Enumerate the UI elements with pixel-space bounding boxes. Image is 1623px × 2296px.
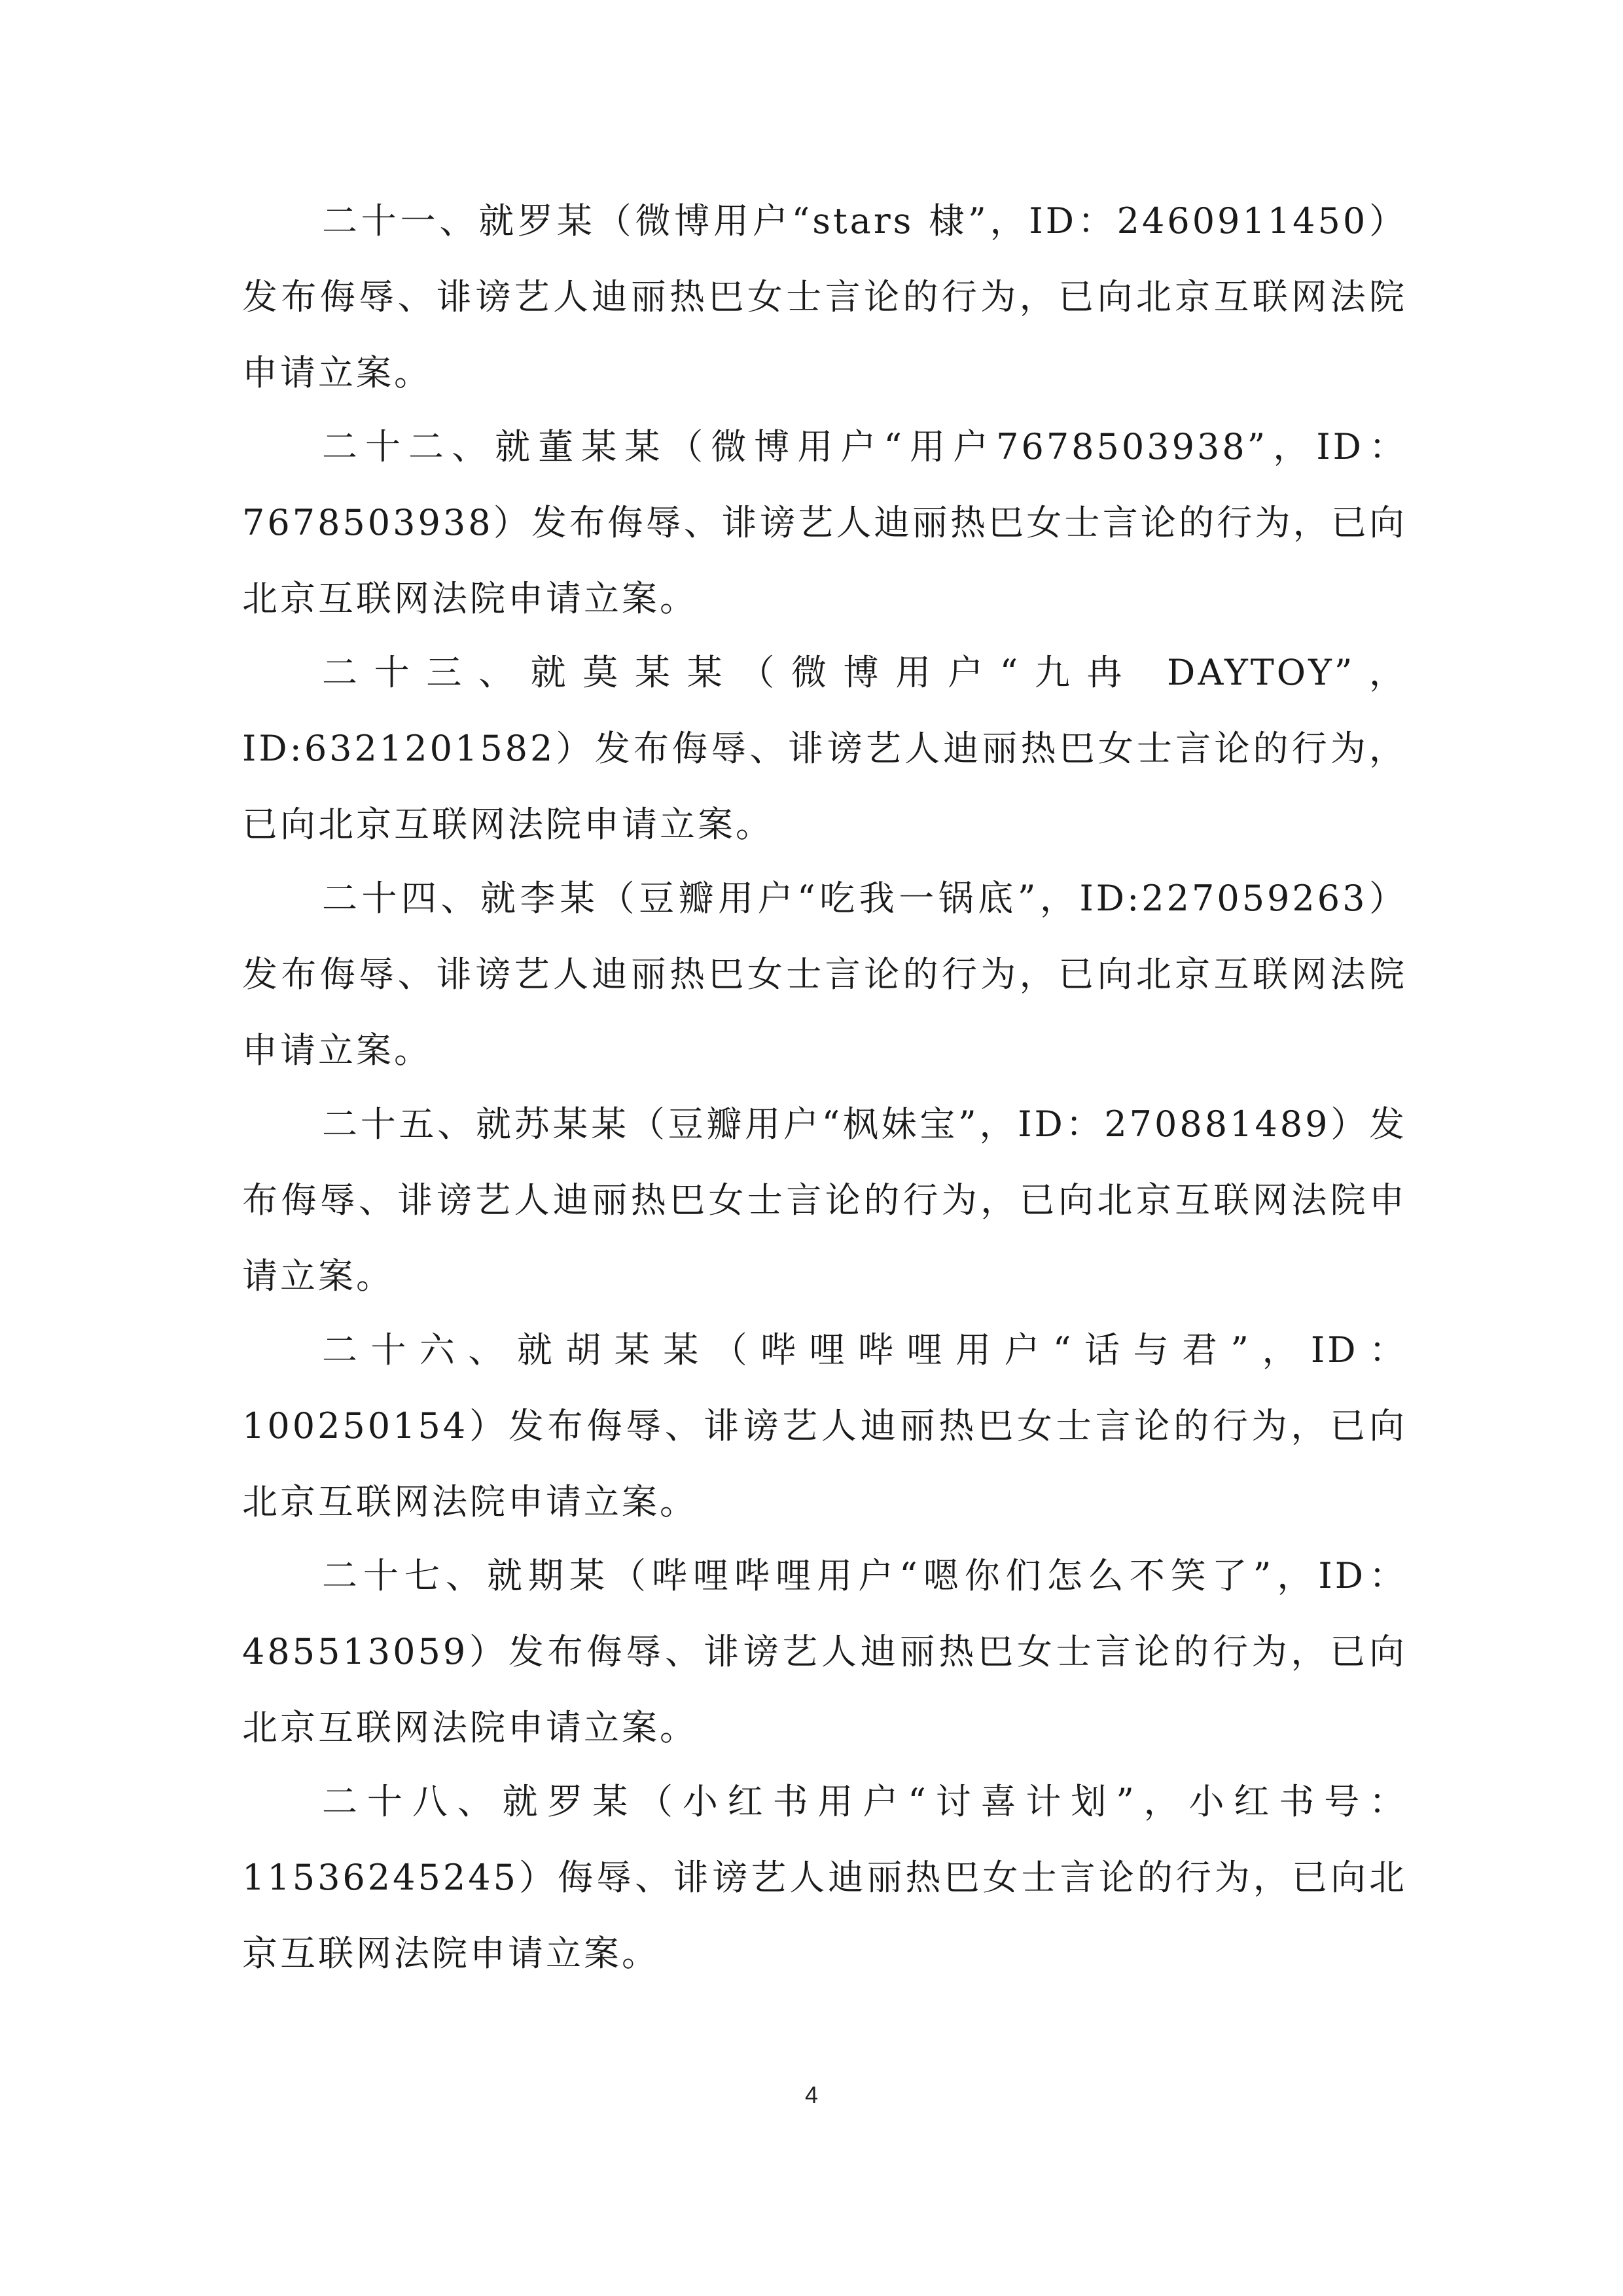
page-number: 4 [804,2081,819,2108]
paragraph-24: 二十四、就李某（豆瓣用户“吃我一锅底”，ID:227059263）发布侮辱、诽谤艺人迪丽热巴女士言论的行为，已向北京互联网法院申请立案。 [242,878,1407,1071]
paragraph-21: 二十一、就罗某（微博用户“stars 棣”，ID：2460911450）发布侮辱、诽谤艺人迪丽热巴女士言论的行为，已向北京互联网法院申请立案。 [242,200,1407,393]
paragraph-25: 二十五、就苏某某（豆瓣用户“枫妹宝”，ID：270881489）发布侮辱、诽谤艺人迪丽热巴女士言论的行为，已向北京互联网法院申请立案。 [242,1103,1407,1297]
paragraph-27: 二十七、就期某（哔哩哔哩用户“嗯你们怎么不笑了”，ID：485513059）发布侮辱、诽谤艺人迪丽热巴女士言论的行为，已向北京互联网法院申请立案。 [242,1555,1407,1748]
paragraph-22: 二十二、就董某某（微博用户“用户7678503938”，ID：7678503938）发布侮辱、诽谤艺人迪丽热巴女士言论的行为，已向北京互联网法院申请立案。 [242,426,1407,619]
paragraph-28: 二十八、就罗某（小红书用户“讨喜计划”，小红书号：11536245245）侮辱、诽谤艺人迪丽热巴女士言论的行为，已向北京互联网法院申请立案。 [242,1781,1407,1974]
paragraph-26: 二十六、就胡某某（哔哩哔哩用户“话与君”，ID：100250154）发布侮辱、诽谤艺人迪丽热巴女士言论的行为，已向北京互联网法院申请立案。 [242,1329,1407,1522]
paragraph-23: 二十三、就莫某某（微博用户“九冉 DAYTOY”，ID:6321201582）发布侮辱、诽谤艺人迪丽热巴女士言论的行为，已向北京互联网法院申请立案。 [242,652,1407,845]
